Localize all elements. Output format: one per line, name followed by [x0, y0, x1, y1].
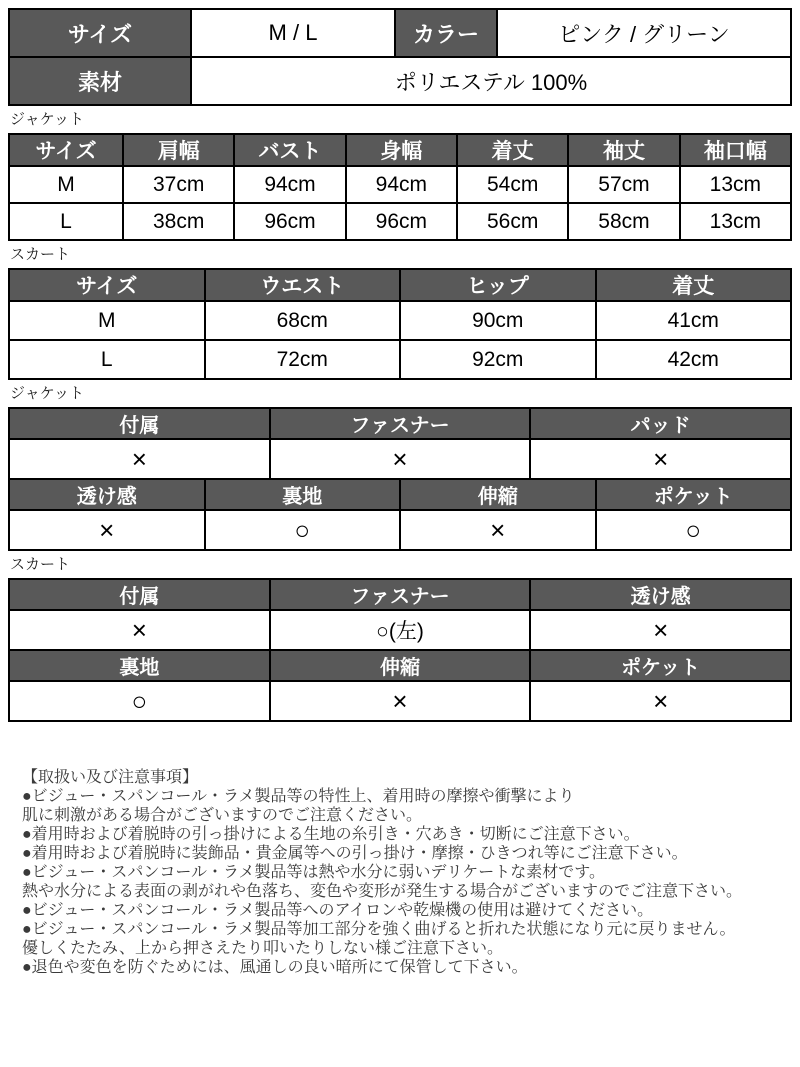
material-value-cell: ポリエステル 100%	[191, 57, 791, 105]
col-header: 付属	[9, 408, 270, 439]
jacket-size-table	[8, 133, 792, 241]
care-notes-title: 【取扱い及び注意事項】	[22, 769, 199, 786]
col-header: 伸縮	[400, 479, 596, 510]
measure-cell: 94cm	[234, 166, 345, 203]
table-row	[9, 301, 791, 340]
skirt-size-section-label: スカート	[10, 246, 71, 263]
feature-value-cell: ○	[205, 510, 401, 550]
measure-cell: 42cm	[596, 340, 792, 379]
material-label-cell: 素材	[9, 57, 191, 105]
size-value-cell: M / L	[191, 9, 395, 57]
col-header: ポケット	[530, 650, 791, 681]
table-row	[9, 340, 791, 379]
col-header: 裏地	[205, 479, 401, 510]
color-label-cell: カラー	[395, 9, 497, 57]
table-row	[9, 57, 791, 105]
feature-value-cell: ×	[400, 510, 596, 550]
measure-cell: 13cm	[680, 166, 791, 203]
feature-value-cell: ×	[9, 439, 270, 479]
feature-value-cell: ○(左)	[270, 610, 531, 650]
col-header: パッド	[530, 408, 791, 439]
skirt-features-table	[8, 578, 792, 722]
skirt-size-table	[8, 268, 792, 380]
measure-cell: 58cm	[568, 203, 679, 240]
measure-cell: 57cm	[568, 166, 679, 203]
col-header: ファスナー	[270, 579, 531, 610]
col-header: 付属	[9, 579, 270, 610]
measure-cell: 37cm	[123, 166, 234, 203]
table-row	[9, 166, 791, 203]
col-header: ウエスト	[205, 269, 401, 301]
feature-value-cell: ×	[9, 610, 270, 650]
table-row	[9, 439, 791, 479]
col-header: ファスナー	[270, 408, 531, 439]
measure-cell: 90cm	[400, 301, 596, 340]
measure-cell: 41cm	[596, 301, 792, 340]
measure-cell: 68cm	[205, 301, 401, 340]
size-cell: L	[9, 340, 205, 379]
measure-cell: 38cm	[123, 203, 234, 240]
note-line: 肌に刺激がある場合がございますのでご注意ください。	[22, 807, 423, 824]
feature-value-cell: ×	[9, 510, 205, 550]
size-cell: M	[9, 301, 205, 340]
measure-cell: 56cm	[457, 203, 568, 240]
table-row	[9, 510, 791, 550]
feature-value-cell: ×	[530, 681, 791, 721]
table-row	[9, 269, 791, 301]
table-row	[9, 610, 791, 650]
col-header: 袖丈	[568, 134, 679, 166]
col-header: 伸縮	[270, 650, 531, 681]
col-header: サイズ	[9, 269, 205, 301]
feature-value-cell: ×	[270, 681, 531, 721]
col-header: 着丈	[596, 269, 792, 301]
measure-cell: 92cm	[400, 340, 596, 379]
note-line: ●着用時および着脱時に装飾品・貴金属等への引っ掛け・摩擦・ひきつれ等にご注意下さい。	[22, 845, 688, 862]
jacket-features-table-row1	[8, 407, 792, 480]
measure-cell: 13cm	[680, 203, 791, 240]
col-header: 身幅	[346, 134, 457, 166]
measure-cell: 94cm	[346, 166, 457, 203]
note-line: ●ビジュー・スパンコール・ラメ製品等へのアイロンや乾燥機の使用は避けてください。	[22, 902, 654, 919]
table-row	[9, 408, 791, 439]
col-header: 着丈	[457, 134, 568, 166]
care-notes	[22, 768, 792, 977]
size-cell: M	[9, 166, 123, 203]
col-header: バスト	[234, 134, 345, 166]
col-header: 透け感	[9, 479, 205, 510]
jacket-features-table-row2	[8, 478, 792, 551]
table-row	[9, 579, 791, 610]
note-line: ●ビジュー・スパンコール・ラメ製品等は熱や水分に弱いデリケートな素材です。	[22, 864, 605, 881]
col-header: ポケット	[596, 479, 792, 510]
size-label-cell: サイズ	[9, 9, 191, 57]
table-row	[9, 9, 791, 57]
note-line: ●着用時および着脱時の引っ掛けによる生地の糸引き・穴あき・切断にご注意下さい。	[22, 826, 640, 843]
spec-table	[8, 8, 792, 106]
table-row	[9, 134, 791, 166]
table-row	[9, 650, 791, 681]
col-header: 透け感	[530, 579, 791, 610]
col-header: 裏地	[9, 650, 270, 681]
note-line: 優しくたたみ、上から押さえたり叩いたりしない様ご注意下さい。	[22, 940, 503, 957]
jacket-features-section-label: ジャケット	[10, 385, 84, 402]
feature-value-cell: ○	[9, 681, 270, 721]
feature-value-cell: ×	[530, 610, 791, 650]
jacket-size-section-label: ジャケット	[10, 111, 84, 128]
col-header: 袖口幅	[680, 134, 791, 166]
feature-value-cell: ×	[530, 439, 791, 479]
col-header: ヒップ	[400, 269, 596, 301]
col-header: サイズ	[9, 134, 123, 166]
feature-value-cell: ×	[270, 439, 531, 479]
measure-cell: 96cm	[346, 203, 457, 240]
size-cell: L	[9, 203, 123, 240]
measure-cell: 72cm	[205, 340, 401, 379]
table-row	[9, 479, 791, 510]
skirt-features-section-label: スカート	[10, 556, 71, 573]
note-line: ●退色や変色を防ぐためには、風通しの良い暗所にて保管して下さい。	[22, 959, 528, 976]
measure-cell: 96cm	[234, 203, 345, 240]
color-value-cell: ピンク / グリーン	[497, 9, 791, 57]
table-row	[9, 681, 791, 721]
col-header: 肩幅	[123, 134, 234, 166]
feature-value-cell: ○	[596, 510, 792, 550]
note-line: 熱や水分による表面の剥がれや色落ち、変色や変形が発生する場合がございますのでご注意下さい。	[22, 883, 743, 900]
note-line: ●ビジュー・スパンコール・ラメ製品等の特性上、着用時の摩擦や衝撃により	[22, 788, 575, 805]
note-line: ●ビジュー・スパンコール・ラメ製品等加工部分を強く曲げると折れた状態になり元に戻りません。	[22, 921, 736, 938]
table-row	[9, 203, 791, 240]
measure-cell: 54cm	[457, 166, 568, 203]
